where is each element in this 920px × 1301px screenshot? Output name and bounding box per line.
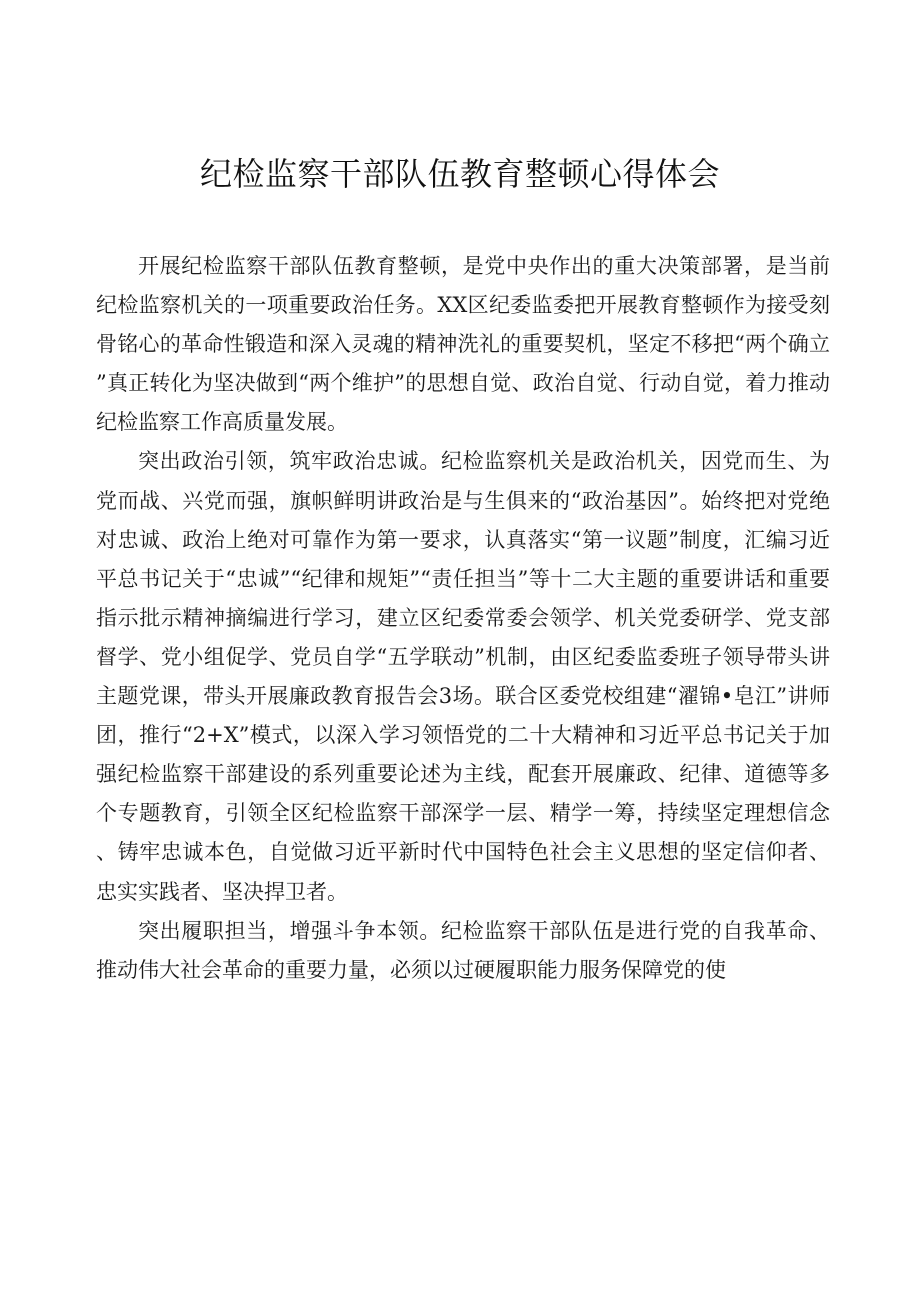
paragraph-intro: 开展纪检监察干部队伍教育整顿，是党中央作出的重大决策部署，是当前纪检监察机关的一项重要政治任务。XX区纪委监委把开展教育整顿作为接受刻骨铭心的革命性锻造和深入灵魂的精神洗礼的重要契机，坚定不移把“两个确立”真正转化为坚决做到“两个维护”的思想自觉、政治自觉、行动自觉，着力推动纪检监察工作高质量发展。 <box>96 254 830 435</box>
document-title: 纪检监察干部队伍教育整顿心得体会 <box>199 155 720 193</box>
document-body <box>96 247 830 990</box>
paragraph-political-guidance: 突出政治引领，筑牢政治忠诚。纪检监察机关是政治机关，因党而生、为党而战、兴党而强，旗帜鲜明讲政治是与生俱来的“政治基因”。始终把对党绝对忠诚、政治上绝对可靠作为第一要求，认真落实“第一议题”制度，汇编习近平总书记关于“忠诚”“纪律和规矩”“责任担当”等十二大主题的重要讲话和重要指示批示精神摘编进行学习，建立区纪委常委会领学、机关党委研学、党支部督学、党小组促学、党员自学“五学联动”机制，由区纪委监委班子领导带头讲主题党课，带头开展廉政教育报告会3场。联合区委党校组建“濯锦•皂江”讲师团，推行“2+X”模式，以深入学习领悟党的二十大精神和习近平总书记关于加强纪检监察干部建设的系列重要论述为主线，配套开展廉政、纪律、道德等多个专题教育，引领全区纪检监察干部深学一层、精学一筹，持续坚定理想信念、铸牢忠诚本色，自觉做习近平新时代中国特色社会主义思想的坚定信仰者、忠实实践者、坚决捍卫者。 <box>96 449 830 904</box>
paragraph-duty-responsibility: 突出履职担当，增强斗争本领。纪检监察干部队伍是进行党的自我革命、推动伟大社会革命的重要力量，必须以过硬履职能力服务保障党的使 <box>96 918 830 982</box>
